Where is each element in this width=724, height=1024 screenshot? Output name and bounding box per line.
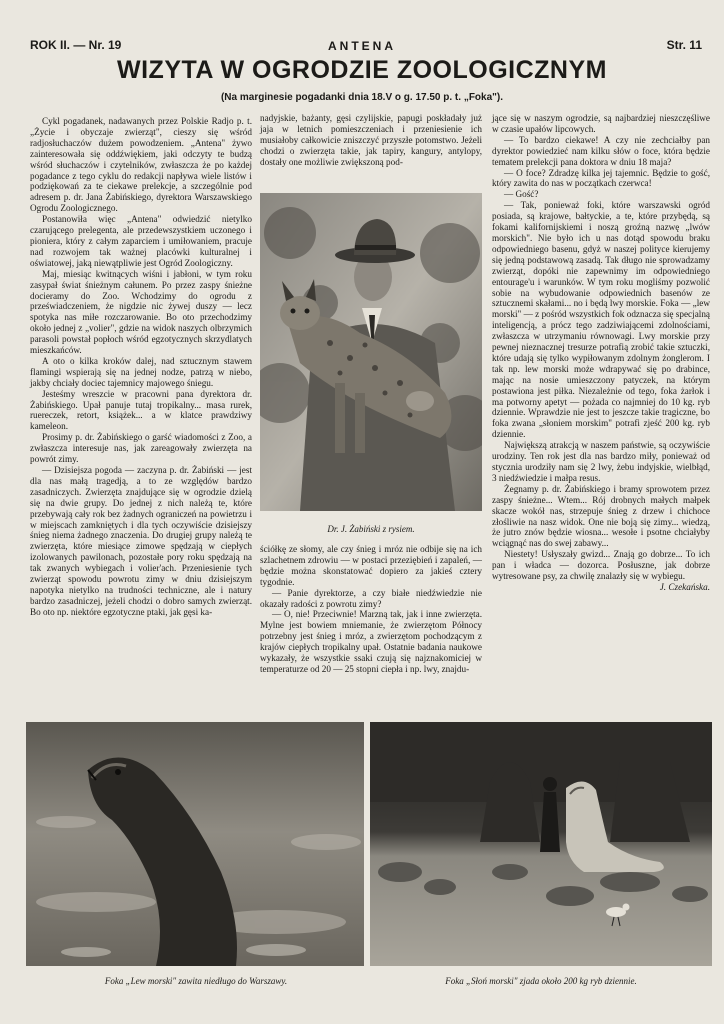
paragraph: jące się w naszym ogrodzie, są najbardziej nieszczęśliwe w czasie upałów lipcowych. bbox=[492, 113, 710, 134]
article-subtitle: (Na marginesie pogadanki dnia 18.V o g. 17.50 p. t. „Foka"). bbox=[220, 92, 504, 103]
photo-caption: Dr. J. Żabiński z rysiem. bbox=[327, 524, 415, 534]
page-number: Str. 11 bbox=[666, 38, 702, 52]
paragraph: Prosimy p. dr. Żabińskiego o garść wiadomości z Zoo, a zwłaszcza interesuje nas, jak zareagowały zwierzęta na powrót zimy. bbox=[30, 432, 252, 465]
paragraph: — Dzisiejsza pogoda — zaczyna p. dr. Żabiński — jest dla nas małą tragedją, a to ze względów bardzo zasadniczych. Zwierzęta znajdujące się w ogrodzie dzielą się na dwie grupy. Do jednej z nich należą te, które przebywają cały rok bez żadnych ograniczeń na powietrzu i w miejscach zamkniętych i dla tych oczywiście dzisiejszy śnieg niema żadnego znaczenia. Do drugiej grupy należą te zwierzęta, które miesiące zimowe spędzają w ciepłych izolowanych pawilonach, pozostałe pory roku spędzają na tak zwanych wybiegach i volier'ach. Przeniesienie tych zwierząt spowodu powrotu zimy w dniu dzisiejszym napotyka nietylko na trudności techniczne, ale i natury bardzo zasadniczej, jeżeli chodzi o dobro samych zwierząt. Bo oto np. niektóre egzotyczne ptaki, jak gęsi ka- bbox=[30, 465, 252, 617]
paragraph: — Tak, ponieważ foki, które warszawski ogród posiada, są krajowe, bałtyckie, a te, które przybędą, są fokami kalifornijskiemi i noszą groźną nazwę „lwów morskich". Nie było ich u nas dotąd spowodu braku odpowiedniego basenu, gdyż w naszej polityce kierujemy się jedną podstawową zasadą. Tak długo nie sprowadzamy zwierząt, dopóki nie zapewnimy im odpowiedniego entourage'u i warunków. W tym roku mogliśmy pozwolić sobie na wybudowanie odpowiednich basenów ze sztucznemi skałami... no i będą lwy morskie. Foka — „lew morski" — z pośród wszystkich fok odznacza się specjalną inteligencją, a prócz tego zadziwiającemi zdolnościami, zwłaszcza w utrzymaniu równowagi. Lwy morskie przy pewnej nieznacznej tresurze potrafią zrobić takie sztuczki, które udają się tylko wypiłowanym zdolnym żonglerom. I tak np. lew morski może wdrapywać się po drabince, mając na nosie umieszczony patyczek, na którym postawiona jest piłka. Niezależnie od tego, foka żarłok i ma potworny apetyt — pożada co najmniej do 10 kg. ryb dziennie. Wprawdzie nie jest to jeszcze takie tragiczne, bo foka zwana „słoniem morskim" potrafi zjeść 200 kg. ryb dziennie. bbox=[492, 200, 710, 440]
paragraph: ściółkę ze słomy, ale czy śnieg i mróz nie odbije się na ich szlachetnem zdrowiu — w postaci przeziębień i zapaleń, — będzie można skonstatować dopiero za jakieś cztery tygodnie. bbox=[260, 544, 482, 587]
paragraph: — Gość? bbox=[504, 189, 539, 200]
paragraph: Jesteśmy wreszcie w pracowni pana dyrektora dr. Żabińskiego. Upał panuje tutaj tropikalny... masa rurek, ruereczek, retort, książek... a w klatce prawdziwy kameleon. bbox=[30, 388, 252, 432]
paragraph: Największą atrakcją w naszem państwie, są oczywiście urodziny. Ten rok jest dla nas bardzo miły, ponieważ od stycznia urodziły nam się 2 lwy, żebu indyjskie, wielbłąd, 3 niedźwiedzie i małpa resus. bbox=[492, 440, 710, 483]
paragraph: A oto o kilka kroków dalej, nad sztucznym stawem flamingi wspierają się na jednej nodze, patrzą w niebo, jakby chciały dociec tajemnicy majowego śniegu. bbox=[30, 355, 252, 388]
article-column-3 bbox=[492, 113, 710, 593]
paragraph: Maj, miesiąc kwitnących wiśni i jabłoni, w tym roku zasypał świat śnieżnym całunem. Po przez zaspy śnieżne docieramy do Zoo. Wchodzimy do ogrodu z przeświadczeniem, że nigdzie nic żywej duszy — lecz spotyka nas miłe rozczarowanie. Bo oto przechodzimy około jednej z „volier", gdzie na widok naszych olbrzymich parasoli powstał popłoch wśród egzotycznych skrzydlatych mieszkańców. bbox=[30, 268, 252, 356]
paragraph: Żegnamy p. dr. Żabińskiego i bramy sprowotem przez zaspy śnieżne... Wtem... Rój drobnych małych małpek skacze wokół nas, strzepuje śnieg z drzew i chichoce złośliwie na nasz widok. One nie boją się zimy... wiedzą, że jutro znów będzie wiosna... wesołe i psotne chciałyby wciągnąć nas do swej zabawy... bbox=[492, 483, 710, 549]
author-signature: J. Czekańska. bbox=[659, 581, 710, 592]
paragraph: Niestety! Usłyszały gwizd... Znają go dobrze... To ich pan i władca — dozorca. Posłuszne, jak dobrze wytresowane psy, za chwilę znalazły się w wybiegu. bbox=[492, 549, 710, 582]
article-column-2-top bbox=[260, 113, 482, 168]
photo-man-with-lynx bbox=[260, 193, 482, 511]
paragraph: — Panie dyrektorze, a czy białe niedźwiedzie nie okazały radości z powrotu zimy? bbox=[260, 587, 482, 609]
paragraph: Cykl pogadanek, nadawanych przez Polskie Radjo p. t. „Życie i obyczaje zwierząt", cieszy się wśród radjosłuchaczów dużem powodzeniem. „Antena" żywo zainteresowała się oddźwiękiem, jaki odczyty te budzą wśród słuchaczów i czytelników, zwłaszcza że po każdej pogadance z tego cyklu do redakcji napływa wiele listów i podziękowań za te ciekawe prelekcje, a szczególnie pod adresem p. dr. Jana Żabińskiego, dyrektora Warszawskiego Ogrodu Zoologicznego. bbox=[30, 116, 252, 214]
paragraph: — O foce? Zdradzę kilka jej tajemnic. Będzie to gość, który zawita do nas w początkach czerwca! bbox=[492, 167, 710, 189]
photo-sea-lion bbox=[26, 722, 364, 966]
article-title: WIZYTA W OGRODZIE ZOOLOGICZNYM bbox=[117, 56, 607, 84]
paragraph: nadyjskie, bażanty, gęsi czylijskie, papugi poskładały już jaja w letnich pomieszczeniach i przeniesienie ich musiałoby całkowicie zniszczyć przyszłe potomstwo. Jeżeli chodzi o zwierzęta takie, jak tapiry, kangury, antylopy, dostały one możliwie zwiększoną pod- bbox=[260, 113, 482, 167]
magazine-name: ANTENA bbox=[328, 39, 396, 53]
paragraph: Postanowiła więc „Antena" odwiedzić nietylko czarującego prelegenta, ale przedewszystkiem uczonego i pioniera, który z całym zaparciem i umiłowaniem, pracuje nad rozwojem tak ważnej placówki kulturalnej i oświatowej, jaką niewątpliwie jest Ogród Zoologiczny. bbox=[30, 214, 252, 268]
paragraph: — O, nie! Przeciwnie! Marzną tak, jak i inne zwierzęta. Mylne jest bowiem mniemanie, że zwierzętom Północy potrzebny jest śnieg i mróz, a zwierzętom pochodzącym z krajów ciepłych tropikalny upał. Ostatnie badania naukowe wykazały, że wszystkie ssaki czują się najznakomiciej w temperaturze od 20 — 25 stopni ciepła i np. lwy, znajdu- bbox=[260, 609, 482, 674]
photo-elephant-seal bbox=[370, 722, 712, 966]
article-column-2-bottom bbox=[260, 544, 482, 675]
article-column-1 bbox=[30, 116, 252, 618]
issue-number: ROK II. — Nr. 19 bbox=[30, 38, 122, 52]
photo-caption: Foka „Słoń morski" zjada około 200 kg ryb dziennie. bbox=[445, 976, 637, 986]
paragraph: — To bardzo ciekawe! A czy nie zechciałby pan dyrektor powiedzieć nam kilku słów o foce, która będzie tematem prelekcji pana doktora w dniu 18 maja? bbox=[492, 134, 710, 167]
photo-caption: Foka „Lew morski" zawita niedługo do Warszawy. bbox=[104, 976, 288, 986]
